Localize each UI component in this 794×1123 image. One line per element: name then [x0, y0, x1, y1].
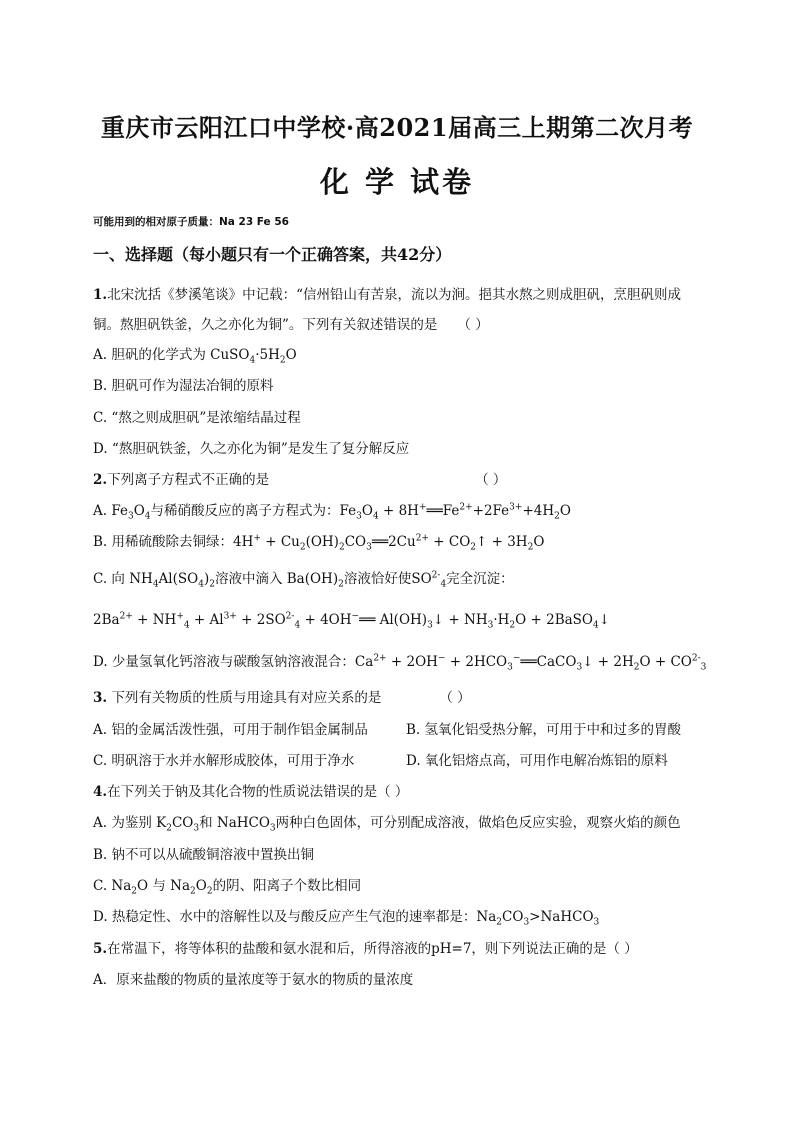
q4-option-c: C. $Na_2O$ 与 $Na_2O_2$的阴、阳离子个数比相同: [93, 878, 362, 897]
q1-stem-line1: 1.北宋沈括《梦溪笔谈》中记载：“信州铅山有苦泉，流以为涧。挹其水熬之则成胆矾，烹胆矾则成: [93, 287, 681, 303]
q3-option-a: A. 铝的金属活泼性强，可用于制作铝金属制品: [93, 722, 368, 738]
q3-option-b: B. 氢氧化铝受热分解，可用于中和过多的胃酸: [406, 722, 682, 738]
q2-option-a: A. $Fe_3O_4$与稀硝酸反应的离子方程式为：$Fe_3O_4$ + $8H^+══Fe^{2+}+2Fe^{3+}+4H_2O$: [93, 502, 571, 522]
q4-option-b: B. 钠不可以从硫酸铜溶液中置换出铜: [93, 847, 315, 863]
q5-option-a: A．原来盐酸的物质的量浓度等于氨水的物质的量浓度: [93, 972, 414, 988]
exam-subtitle: 化 学 试卷: [319, 165, 475, 199]
q1-option-c: C. “熬之则成胆矾”是浓缩结晶过程: [93, 410, 301, 426]
q2-option-d: D. 少量氢氧化钙溶液与碳酸氢钠溶液混合：$Ca^{2+} + 2OH^-$ + $2HCO_3^-══CaCO_3↓ + 2H_2O + CO^{2-}_3$: [93, 653, 707, 673]
q3-options-row1: [93, 721, 368, 739]
q5-number: 5.: [93, 941, 108, 957]
q1-option-d: D. “熬胆矾铁釜，久之亦化为铜”是发生了复分解反应: [93, 441, 410, 457]
q5-stem: 5.在常温下，将等体积的盐酸和氨水混和后，所得溶液的pH=7，则下列说法正确的是（ ）: [93, 941, 638, 957]
q1-number: 1.: [93, 287, 108, 303]
q3-number: 3.: [93, 690, 108, 706]
q3-option-c: C. 明矾溶于水并水解形成胶体，可用于净水: [93, 753, 355, 769]
q1-option-b: B. 胆矾可作为湿法冶铜的原料: [93, 378, 274, 394]
q2-option-b: B. 用稀硫酸除去铜绿：$4H^+ + Cu_2(OH)_2CO_3══2Cu^{2+}$ + $CO_2↑ + 3H_2O$: [93, 533, 545, 553]
atomic-mass-note: 可能用到的相对原子质量：Na 23 Fe 56: [93, 216, 289, 228]
q2-option-c-line1: C. 向 $NH_4Al(SO_4)_2$溶液中滴入 $Ba(OH)_2$溶液恰好使$SO^{2-}_4$完全沉淀：: [93, 570, 514, 590]
q1-option-a: A. 胆矾的化学式为 $CuSO_4\cdot 5H_2O$: [93, 347, 297, 366]
q4-option-d: D. 热稳定性、水中的溶解性以及与酸反应产生气泡的速率都是：$Na_2CO_3>NaHCO_3$: [93, 909, 600, 928]
q2-number: 2.: [93, 472, 108, 488]
q4-number: 4.: [93, 784, 108, 800]
q1-stem-line2: 铜。熬胆矾铁釜，久之亦化为铜”。下列有关叙述错误的是 （ ）: [93, 317, 489, 333]
q2-stem: 2.下列离子方程式不正确的是 （ ）: [93, 472, 507, 488]
sulfate-ion: SO: [411, 571, 432, 587]
answer-paren: （ ）: [457, 317, 489, 333]
q2-option-c-line2: $2Ba^{2+} + NH^+_4 + Al^{3+} + 2SO^{2-}_4$ + 4OH−══ $Al(OH)_3↓ + NH_3\cdot H_2O$ + 2BaSO$_4$↓: [93, 611, 611, 631]
exam-title: 重庆市云阳江口中学校·高2021届高三上期第二次月考: [100, 113, 694, 142]
q4-option-a: A. 为鉴别 $K_2CO_3$和 NaHCO$_3$两种白色固体，可分别配成溶液，做焰色反应实验，观察火焰的颜色: [93, 815, 681, 834]
q3-stem: 3. 下列有关物质的性质与用途具有对应关系的是 （ ）: [93, 690, 471, 706]
q3-option-d: D. 氧化铝熔点高，可用作电解冶炼铝的原料: [406, 753, 668, 769]
carbonate-ion: CO: [670, 654, 692, 670]
q4-stem: 4.在下列关于钠及其化合物的性质说法错误的是（ ）: [93, 784, 409, 800]
answer-paren: （ ）: [439, 690, 471, 706]
sulfate-ion: SO: [265, 612, 286, 628]
section-heading: 一、选择题（每小题只有一个正确答案，共42分）: [93, 245, 452, 264]
answer-paren: （ ）: [475, 472, 507, 488]
